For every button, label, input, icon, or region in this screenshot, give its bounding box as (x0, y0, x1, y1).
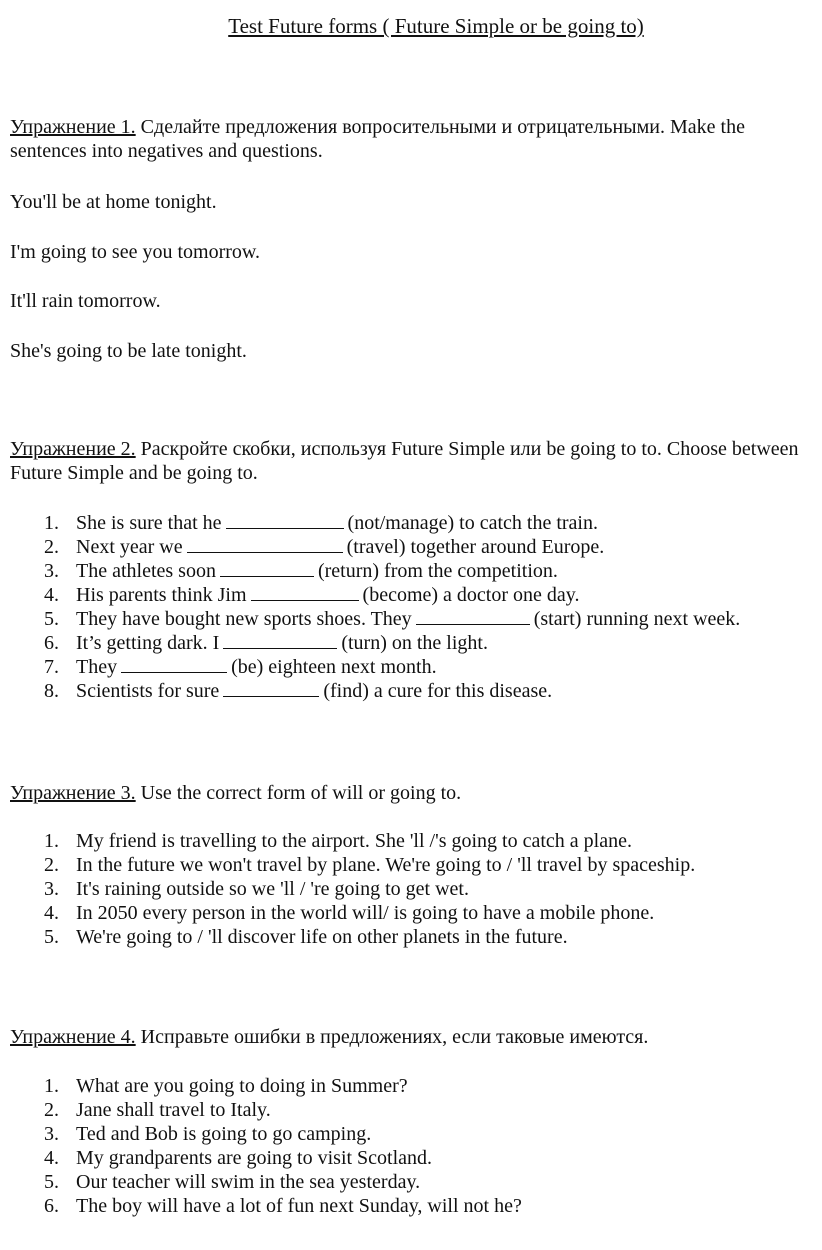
item-text-after: (become) a doctor one day. (362, 584, 580, 606)
item-number: 6. (44, 1195, 59, 1217)
list-item (0, 655, 822, 679)
list-item (0, 1098, 822, 1122)
item-text: The boy will have a lot of fun next Sunday, will not he? (76, 1195, 522, 1217)
item-number: 2. (44, 1099, 59, 1121)
item-text-after: (be) eighteen next month. (231, 656, 437, 678)
list-item (0, 1074, 822, 1098)
item-number: 6. (44, 632, 59, 654)
answer-blank[interactable] (121, 671, 227, 673)
item-text-before: Scientists for sure (76, 680, 220, 702)
answer-blank[interactable] (226, 527, 344, 529)
exercise-3-instruction: Use the correct form of will or going to. (140, 782, 462, 804)
item-number: 1. (44, 1075, 59, 1097)
list-item (0, 1194, 822, 1218)
list-item (0, 1122, 822, 1146)
item-number: 4. (44, 584, 59, 606)
answer-blank[interactable] (416, 623, 530, 625)
item-text-before: They have bought new sports shoes. They (76, 608, 412, 630)
list-item (0, 511, 822, 535)
exercise-2-heading (10, 437, 818, 485)
exercise-2-instruction: Раскройте скобки, используя Future Simple или be going to to. Choose between Future Simple and be going to. (10, 438, 799, 484)
item-number: 1. (44, 512, 59, 534)
page-title: Test Future forms ( Future Simple or be going to) (228, 14, 644, 38)
item-text-after: (turn) on the light. (341, 632, 488, 654)
item-number: 4. (44, 902, 59, 924)
item-text-after: (find) a cure for this disease. (323, 680, 553, 702)
list-item (0, 829, 822, 853)
item-text-after: (not/manage) to catch the train. (347, 512, 598, 534)
item-text-after: (return) from the competition. (317, 560, 558, 582)
item-number: 3. (44, 1123, 59, 1145)
list-item (0, 607, 822, 631)
exercise-3-label: Упражнение 3. (10, 782, 136, 804)
item-number: 7. (44, 656, 59, 678)
list-item (0, 853, 822, 877)
item-text-before: Next year we (76, 536, 183, 558)
exercise-2-label: Упражнение 2. (10, 438, 136, 460)
exercise-1-instruction: Сделайте предложения вопросительными и отрицательными. Make the sentences into negatives and questions. (10, 116, 745, 162)
item-number: 2. (44, 854, 59, 876)
exercise-4-label: Упражнение 4. (10, 1026, 136, 1048)
item-number: 1. (44, 830, 59, 852)
item-number: 3. (44, 878, 59, 900)
exercise-4-instruction: Исправьте ошибки в предложениях, если таковые имеются. (140, 1026, 649, 1048)
exercise-1-sentence: I'm going to see you tomorrow. (10, 241, 261, 263)
item-text: We're going to / 'll discover life on other planets in the future. (76, 926, 568, 948)
exercise-1-sentence: It'll rain tomorrow. (10, 290, 161, 312)
item-number: 5. (44, 1171, 59, 1193)
item-number: 5. (44, 608, 59, 630)
item-text-before: She is sure that he (76, 512, 222, 534)
answer-blank[interactable] (223, 695, 319, 697)
item-text: My friend is travelling to the airport. She 'll /'s going to catch a plane. (76, 830, 632, 852)
item-text-after: (travel) together around Europe. (346, 536, 605, 558)
item-text: My grandparents are going to visit Scotland. (76, 1147, 433, 1169)
exercise-3-heading (10, 781, 818, 805)
list-item (0, 1146, 822, 1170)
item-text-before: They (76, 656, 118, 678)
exercise-4-list (0, 1074, 822, 1218)
list-item (0, 535, 822, 559)
list-item (0, 679, 822, 703)
item-text: In 2050 every person in the world will/ is going to have a mobile phone. (76, 902, 655, 924)
item-number: 3. (44, 560, 59, 582)
item-text-before: His parents think Jim (76, 584, 247, 606)
item-text-before: It’s getting dark. I (76, 632, 220, 654)
list-item (0, 559, 822, 583)
exercise-1-sentence: You'll be at home tonight. (10, 191, 217, 213)
item-number: 8. (44, 680, 59, 702)
item-text: It's raining outside so we 'll / 're going to get wet. (76, 878, 469, 900)
item-text-after: (start) running next week. (533, 608, 741, 630)
item-number: 4. (44, 1147, 59, 1169)
list-item (0, 901, 822, 925)
list-item (0, 877, 822, 901)
list-item (0, 631, 822, 655)
exercise-1-label: Упражнение 1. (10, 116, 136, 138)
exercise-3-list (0, 829, 822, 949)
answer-blank[interactable] (223, 647, 337, 649)
item-number: 5. (44, 926, 59, 948)
exercise-2-list (0, 511, 822, 703)
item-number: 2. (44, 536, 59, 558)
answer-blank[interactable] (251, 599, 359, 601)
item-text: Ted and Bob is going to go camping. (76, 1123, 372, 1145)
list-item (0, 925, 822, 949)
answer-blank[interactable] (220, 575, 314, 577)
list-item (0, 583, 822, 607)
item-text-before: The athletes soon (76, 560, 216, 582)
list-item (0, 1170, 822, 1194)
item-text: Jane shall travel to Italy. (76, 1099, 271, 1121)
item-text: In the future we won't travel by plane. We're going to / 'll travel by spaceship. (76, 854, 696, 876)
exercise-4-heading (10, 1025, 818, 1049)
exercise-1-heading (10, 115, 818, 163)
item-text: Our teacher will swim in the sea yesterday. (76, 1171, 421, 1193)
answer-blank[interactable] (187, 551, 343, 553)
item-text: What are you going to doing in Summer? (76, 1075, 408, 1097)
exercise-1-sentence: She's going to be late tonight. (10, 340, 247, 362)
